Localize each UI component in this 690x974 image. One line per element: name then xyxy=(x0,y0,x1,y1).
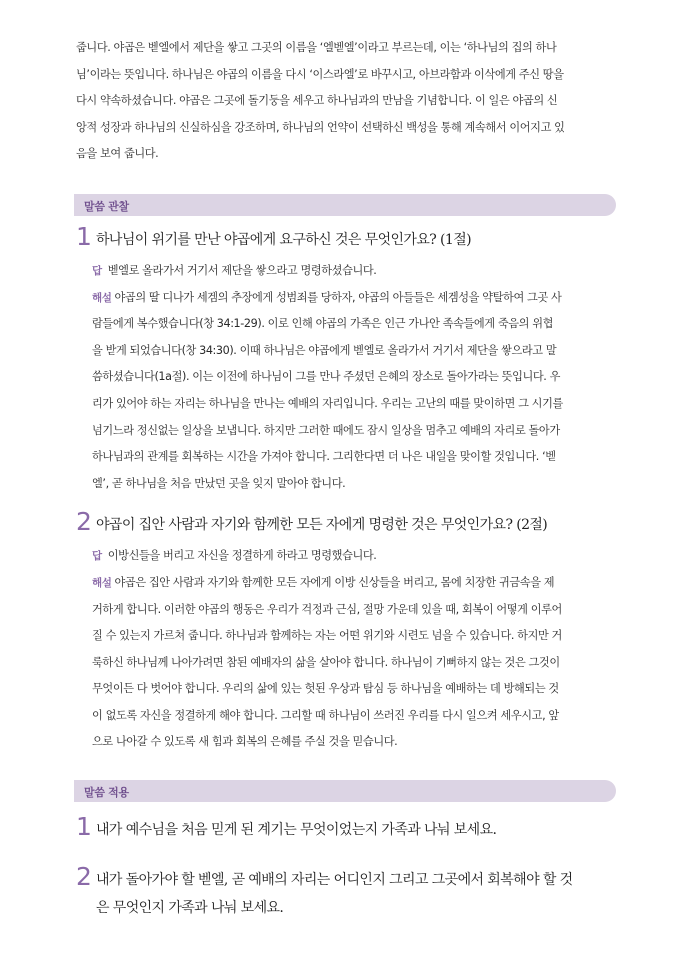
explanation-tag: 해설 xyxy=(92,576,112,589)
explanation-line: 거하게 합니다. 이러한 야곱의 행동은 우리가 걱정과 근심, 절망 가운데 있을 때, 회복이 어떻게 이루어 xyxy=(92,602,562,616)
intro-line: 다시 약속하셨습니다. 야곱은 그곳에 돌기둥을 세우고 하나님과의 만남을 기념합니다. 이 일은 야곱의 신 xyxy=(76,94,558,108)
question-text: 내가 돌아가야 할 벧엘, 곧 예배의 자리는 어디인지 그리고 그곳에서 회복해야 할 것 xyxy=(96,872,573,889)
explanation-line: 엘’, 곧 하나님을 처음 만났던 곳을 잊지 말아야 합니다. xyxy=(92,476,346,490)
explanation-line: 룩하신 하나님께 나아가려면 참된 예배자의 삶을 살아야 합니다. 하나님이 기뻐하지 않는 것은 그것이 xyxy=(92,655,560,669)
explanation-line: 질 수 있는지 가르쳐 줍니다. 하나님과 함께하는 자는 어떤 위기와 시련도 넘을 수 있습니다. 하지만 거 xyxy=(92,629,562,643)
explanation-line: 람들에게 복수했습니다(창 34:1-29). 이로 인해 야곱의 가족은 인근 가나안 족속들에게 죽음의 위협 xyxy=(92,317,554,331)
intro-line: 님’이라는 뜻입니다. 하나님은 야곱의 이름을 다시 ‘이스라엘’로 바꾸시고, 아브라함과 이삭에게 주신 땅을 xyxy=(76,67,564,81)
explanation-line: 무엇이든 다 벗어야 합니다. 우리의 삶에 있는 헛된 우상과 탐심 등 하나님을 예배하는 데 방해되는 것 xyxy=(92,682,559,696)
explanation-line xyxy=(92,285,616,312)
explanation-line xyxy=(92,570,616,597)
page-content xyxy=(76,35,616,922)
section-header-application xyxy=(74,780,616,802)
explanation xyxy=(76,570,616,756)
question-number: 2 xyxy=(76,507,92,537)
explanation-tag: 해설 xyxy=(92,291,112,304)
section-title: 말씀 관찰 xyxy=(84,199,129,213)
intro-line: 음을 보여 줍니다. xyxy=(76,147,159,161)
question-text: 하나님이 위기를 만난 야곱에게 요구하신 것은 무엇인가요? (1절) xyxy=(96,231,471,248)
explanation-line: 으로 나아갈 수 있도록 새 힘과 회복의 은혜를 주실 것을 믿습니다. xyxy=(92,735,398,749)
answer-tag: 답 xyxy=(92,550,102,563)
explanation-line: 을 받게 되었습니다(창 34:30). 이때 하나님은 야곱에게 벧엘로 올라가서 거기서 제단을 쌓으라고 말 xyxy=(92,343,557,357)
question-number: 2 xyxy=(76,862,92,892)
answer-text: 이방신들을 버리고 자신을 정결하게 하라고 명령했습니다. xyxy=(107,549,377,563)
explanation-line: 넘기느라 정신없는 일상을 보냅니다. 하지만 그러한 때에도 잠시 일상을 멈추고 예배의 자리로 돌아가 xyxy=(92,423,560,437)
section-header-observation xyxy=(74,194,616,216)
answer-text: 벧엘로 올라가서 거기서 제단을 쌓으라고 명령하셨습니다. xyxy=(107,263,377,277)
explanation-text: 야곱은 집안 사람과 자기와 함께한 모든 자에게 이방 신상들을 버리고, 몸에 치장한 귀금속을 제 xyxy=(114,575,555,589)
application-question-2 xyxy=(76,862,616,922)
explanation-line: 이 없도록 자신을 정결하게 해야 합니다. 그리할 때 하나님이 쓰러진 우리를 다시 일으켜 세우시고, 앞 xyxy=(92,708,559,722)
explanation-text: 야곱의 딸 디나가 세겜의 추장에게 성범죄를 당하자, 야곱의 아들들은 세겜성을 약탈하여 그곳 사 xyxy=(114,290,562,304)
question-text: 은 무엇인지 가족과 나눠 보세요. xyxy=(96,900,284,917)
question-text: 야곱이 집안 사람과 자기와 함께한 모든 자에게 명령한 것은 무엇인가요? (2절) xyxy=(96,517,548,534)
question-text: 내가 예수님을 처음 믿게 된 계기는 무엇이었는지 가족과 나눠 보세요. xyxy=(96,822,497,839)
intro-line: 줍니다. 야곱은 벧엘에서 제단을 쌓고 그곳의 이름을 ‘엘벧엘’이라고 부르는데, 이는 ‘하나님의 집의 하나 xyxy=(76,41,557,54)
observation-question-1 xyxy=(76,221,616,254)
answer-tag: 답 xyxy=(92,264,102,277)
intro-line: 앙적 성장과 하나님의 신실하심을 강조하며, 하나님의 언약이 선택하신 백성을 통해 계속해서 이어지고 있 xyxy=(76,120,565,134)
intro-paragraph xyxy=(76,35,616,168)
question-number: 1 xyxy=(76,221,92,251)
explanation-line: 씀하셨습니다(1a절). 이는 이전에 하나님이 그를 만나 주셨던 은혜의 장소로 돌아가라는 뜻입니다. 우 xyxy=(92,370,561,384)
answer xyxy=(76,258,616,285)
section-title: 말씀 적용 xyxy=(84,786,129,800)
explanation-line: 하나님과의 관계를 회복하는 시간을 가져야 합니다. 그리한다면 더 나은 내일을 맞이할 것입니다. ‘벧 xyxy=(92,450,556,464)
explanation xyxy=(76,285,616,498)
application-question-1 xyxy=(76,812,616,844)
question-number: 1 xyxy=(76,812,92,842)
explanation-line: 리가 있어야 하는 자리는 하나님을 만나는 예배의 자리입니다. 우리는 고난의 때를 맞이하면 그 시기를 xyxy=(92,396,563,410)
observation-question-2 xyxy=(76,507,616,539)
answer xyxy=(76,543,616,570)
